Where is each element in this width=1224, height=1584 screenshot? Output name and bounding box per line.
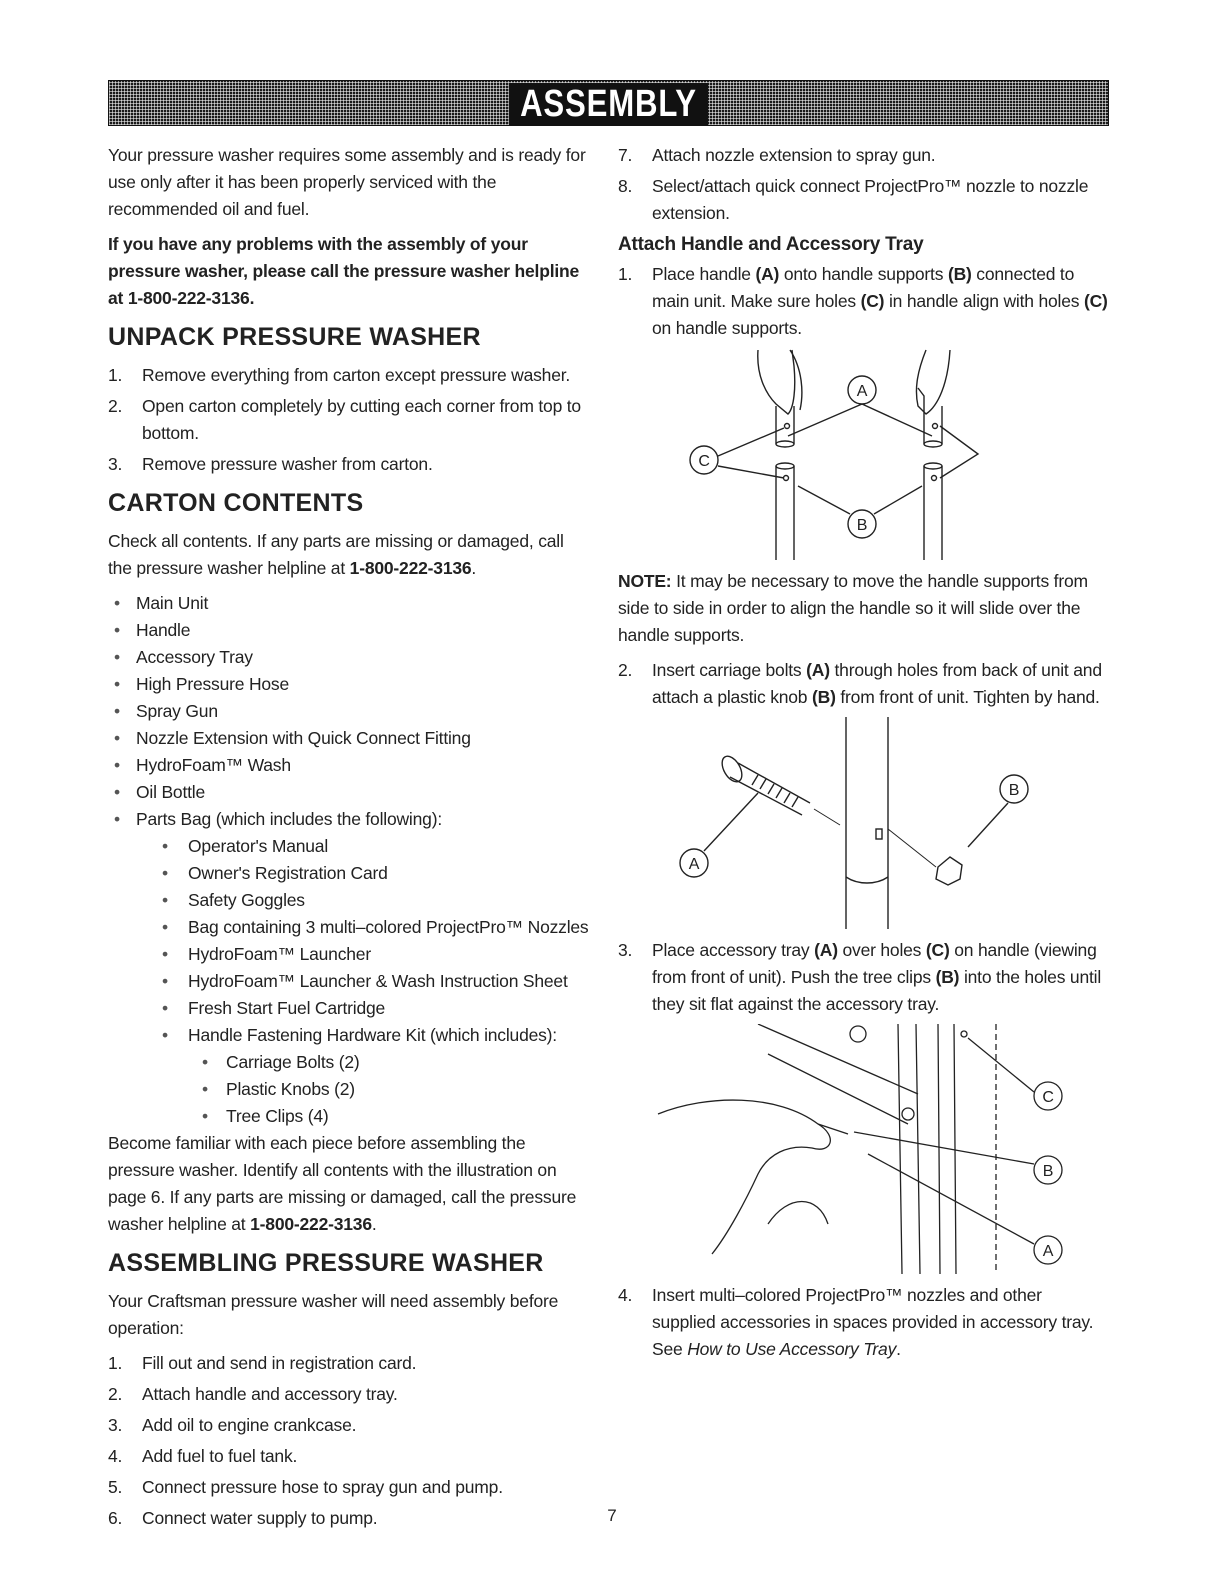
list-item: • Parts Bag (which includes the following): • Operator's Manual • Owner's Registration Card • Safety Goggles • Bag containing 3 multi–colored ProjectPro™ Nozzles • HydroFoam™ Launcher • HydroFoam™ Launcher & Wash Instruction Sheet • Fresh Start Fuel Cartridge • Handle Fastening Hardware Kit (which includes): • Carriage Bolts (2) • Plastic Knobs (2) • Tree Clips (4) [108,806,590,1130]
list-item: • Handle Fastening Hardware Kit (which includes): • Carriage Bolts (2) • Plastic Knobs (2) • Tree Clips (4) [136,1022,590,1130]
assembly-step: 8. Select/attach quick connect ProjectPro™ nozzle to nozzle extension. [618,176,1089,223]
intro-paragraph: Your pressure washer requires some assembly and is ready for use only after it has been properly serviced with the recommended oil and fuel. [108,145,586,219]
tray-frame [898,1024,920,1274]
support-hole [932,476,937,481]
list-item: • High Pressure Hose [108,671,590,698]
tray-hole [850,1026,866,1042]
callout-a-leader [704,793,758,851]
assembly-step: 5. Connect pressure hose to spray gun and pump. [108,1477,503,1497]
list-item: • Main Unit [108,590,590,617]
support-hole [784,476,789,481]
callout-c-label: C [698,453,710,470]
assembly-step: 7. Attach nozzle extension to spray gun. [618,145,936,165]
tree-clip [818,1124,848,1134]
callout-a-leader [868,1154,1034,1244]
left-handle-end [776,441,794,447]
note-paragraph: NOTE: It may be necessary to move the handle supports from side to side in order to align the handle so it will slide over the handle supports. [618,571,1088,645]
helpline-note: If you have any problems with the assembly of your pressure washer, please call the pressure washer helpline at 1-800-222-3136. [108,234,580,308]
left-hand-outline [758,350,795,414]
right-hand-outline [916,350,950,414]
contents-outro: Become familiar with each piece before assembling the pressure washer. Identify all contents with the illustration on page 6. If any parts are missing or damaged, call the pressure washer helpline at 1-800-222-3136. [108,1133,577,1234]
section-banner [108,80,1109,126]
contents-list [108,590,590,1130]
hand-outline [658,1100,830,1254]
callout-c-leader [968,1038,1034,1092]
bolt-head [718,753,746,785]
list-item: • Plastic Knobs (2) [188,1076,590,1103]
list-item: • Owner's Registration Card [136,860,590,887]
unpack-heading: UNPACK PRESSURE WASHER [108,323,481,351]
handle-step-2: 2. Insert carriage bolts (A) through holes from back of unit and attach a plastic knob (B) from front of unit. Tighten by hand. [618,660,1102,707]
list-item: • HydroFoam™ Launcher [136,941,590,968]
list-item: • Nozzle Extension with Quick Connect Fitting [108,725,590,752]
page-number: 7 [607,1506,617,1525]
handle-tube-shadow [846,877,888,883]
tube-hole [876,829,882,839]
list-item: • Carriage Bolts (2) [188,1049,590,1076]
callout-b-label: B [1042,1163,1054,1180]
callout-a-label: A [688,856,700,873]
assembly-step: 6. Connect water supply to pump. [108,1508,378,1528]
unpack-step: 3. Remove pressure washer from carton. [108,454,433,474]
handle-tube [846,717,888,929]
right-column [618,142,1108,1369]
callout-c-label: C [1042,1089,1054,1106]
callout-a-leader [788,404,932,436]
plastic-knob [936,857,962,885]
handle-hole [933,424,938,429]
unpack-step: 1. Remove everything from carton except pressure washer. [108,365,571,385]
list-item: • Fresh Start Fuel Cartridge [136,995,590,1022]
assembling-steps-continued [618,142,1108,227]
list-item: • Oil Bottle [108,779,590,806]
callout-b-label: B [1008,782,1020,799]
carriage-bolt-illustration [618,717,1108,929]
left-column [108,142,590,1538]
handle-hole [785,424,790,429]
list-item: • Handle [108,617,590,644]
assembling-heading: ASSEMBLING PRESSURE WASHER [108,1249,544,1277]
assembly-step: 2. Attach handle and accessory tray. [108,1384,398,1404]
list-item: • Operator's Manual [136,833,590,860]
unpack-step: 2. Open carton completely by cutting each corner from top to bottom. [108,396,581,443]
handle-hole [961,1031,967,1037]
list-item: • HydroFoam™ Wash [108,752,590,779]
contents-intro: Check all contents. If any parts are missing or damaged, call the pressure washer helpline at 1-800-222-3136. [108,531,564,578]
hand-finger [768,1202,828,1225]
callout-c-leader [718,426,978,478]
callout-a-label: A [1042,1243,1054,1260]
list-item: • Bag containing 3 multi–colored ProjectPro™ Nozzles [136,914,590,941]
list-item: • Spray Gun [108,698,590,725]
handle-supports-illustration [618,348,1108,560]
list-item: • Safety Goggles [136,887,590,914]
handle-step-3: 3. Place accessory tray (A) over holes (C) on handle (viewing from front of unit). Push the tree clips (B) into the holes until they sit flat against the accessory tray. [618,940,1102,1014]
list-item: • Tree Clips (4) [188,1103,590,1130]
helpline-phone: 1-800-222-3136 [349,558,472,578]
left-hand-finger [790,350,802,410]
parts-bag-list [136,833,590,1130]
tray-hole [902,1108,914,1120]
callout-b-leader [968,803,1008,847]
callout-b-label: B [856,517,868,534]
handle-step-4: 4. Insert multi–colored ProjectPro™ nozzles and other supplied accessories in spaces provided in accessory tray. See How to Use Accessory Tray. [618,1285,1094,1359]
right-hand-finger [918,388,924,406]
callout-a-label: A [856,383,868,400]
right-support-end [924,463,942,469]
contents-heading: CARTON CONTENTS [108,489,364,517]
list-item: • Accessory Tray [108,644,590,671]
unpack-steps [108,362,590,478]
list-item: • HydroFoam™ Launcher & Wash Instruction Sheet [136,968,590,995]
knob-guide-line [888,829,936,867]
bolt-thread [752,775,798,807]
assembly-step: 3. Add oil to engine crankcase. [108,1415,357,1435]
tray-edge [758,1024,918,1124]
helpline-phone: 1-800-222-3136 [250,1214,372,1234]
assembling-intro: Your Craftsman pressure washer will need assembly before operation: [108,1291,559,1338]
hardware-kit-list [188,1049,590,1130]
banner-title: ASSEMBLY [509,83,709,125]
assembling-steps [108,1350,590,1532]
handle-step-1: 1. Place handle (A) onto handle supports (B) connected to main unit. Make sure holes (C) in handle align with holes (C) on handle supports. [618,264,1108,338]
handle-heading: Attach Handle and Accessory Tray [618,234,924,255]
right-handle-end [924,441,942,447]
bolt-guide-line [814,809,840,825]
accessory-tray-illustration [618,1024,1108,1274]
assembly-step: 1. Fill out and send in registration card. [108,1353,417,1373]
left-support-end [776,463,794,469]
callout-b-leader [854,1132,1034,1164]
assembly-step: 4. Add fuel to fuel tank. [108,1446,298,1466]
